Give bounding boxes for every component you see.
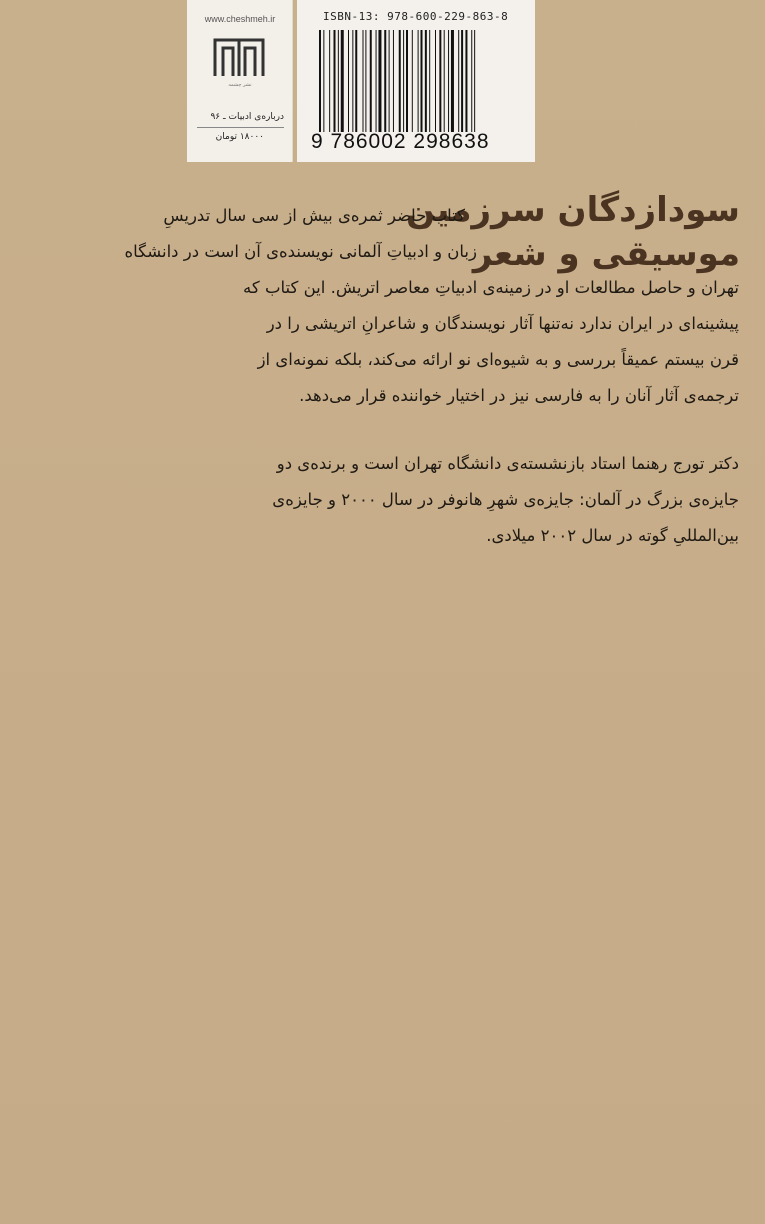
publisher-url: www.cheshmeh.ir xyxy=(204,14,276,24)
barcode-bar xyxy=(461,30,463,132)
divider xyxy=(197,127,284,128)
barcode-bar xyxy=(329,30,330,132)
barcode-bar xyxy=(341,30,344,132)
barcode-bar xyxy=(465,30,467,132)
barcode-bar xyxy=(458,30,459,132)
barcode-bar xyxy=(376,30,377,132)
barcode-bar xyxy=(418,30,419,132)
description-line: تهران و حاصل مطالعات او در زمینه‌ی ادبیاتِ معاصر اتریش. این کتاب که xyxy=(243,278,739,297)
book-title xyxy=(406,190,740,290)
price-label: ۱۸۰۰۰ تومان xyxy=(215,132,264,142)
barcode-bar xyxy=(406,30,408,132)
barcode-bar xyxy=(363,30,364,132)
barcode-bar xyxy=(412,30,413,132)
author-bio-line: بین‌المللیِ گوته در سال ۲۰۰۲ میلادی. xyxy=(486,526,739,545)
title-line-1: سودازدگان سرزمین xyxy=(406,190,740,230)
barcode-bar xyxy=(425,30,427,132)
publisher-box xyxy=(187,0,293,162)
barcode-bar xyxy=(448,30,449,132)
barcode-bar xyxy=(474,30,475,132)
barcode-bar xyxy=(348,30,349,132)
barcode-bar xyxy=(439,30,441,132)
barcode-bar xyxy=(352,30,353,132)
barcode-bar xyxy=(389,30,390,132)
barcode-digits: 9 786002 298638 xyxy=(311,130,490,153)
description-line: پیشینه‌ای در ایران ندارد نه‌تنها آثار نویسندگان و شاعرانِ اتریشی را در xyxy=(266,314,739,333)
author-bio-line: جایزه‌ی بزرگ در آلمان: جایزه‌ی شهرِ هانوفر در سال ۲۰۰۰ و جایزه‌ی xyxy=(272,490,739,509)
title-line-2: موسیقی و شعر xyxy=(472,234,740,274)
barcode-bar xyxy=(451,30,454,132)
author-bio-line: دکتر تورج رهنما استاد بازنشسته‌ی دانشگاه تهران است و برنده‌ی دو xyxy=(276,454,739,473)
series-label: درباره‌ی ادبیات ـ ۹۶ xyxy=(210,112,284,122)
barcode-bar xyxy=(435,30,436,132)
barcode-bar xyxy=(384,30,386,132)
isbn-label: ISBN-13: 978-600-229-863-8 xyxy=(323,10,509,23)
barcode-bar xyxy=(355,30,357,132)
barcode-bar xyxy=(338,30,339,132)
barcode-bar xyxy=(370,30,372,132)
barcode-bar xyxy=(323,30,324,132)
barcode-bar xyxy=(444,30,445,132)
barcode-bar xyxy=(429,30,430,132)
description-line: ترجمه‌ی آثار آنان را به فارسی نیز در اختیار خواننده قرار می‌دهد. xyxy=(299,386,739,405)
barcode-bar xyxy=(393,30,394,132)
barcode-image xyxy=(319,30,519,132)
barcode-bar xyxy=(378,30,381,132)
barcode-bar xyxy=(319,30,321,132)
barcode-bar xyxy=(471,30,472,132)
description-line: کتاب حاضر ثمره‌ی بیش از سی سال تدریسِ xyxy=(163,206,465,225)
barcode-bar xyxy=(399,30,401,132)
barcode-bar xyxy=(403,30,404,132)
barcode-bar xyxy=(421,30,423,132)
description-line: زبان و ادبیاتِ آلمانی نویسنده‌ی آن است در دانشگاه xyxy=(124,242,477,261)
barcode-bar xyxy=(334,30,336,132)
barcode-box xyxy=(297,0,535,162)
barcode-bar xyxy=(365,30,366,132)
description-line: قرن بیستم عمیقاً بررسی و به شیوه‌ای نو ارائه می‌کند، بلکه نمونه‌ای از xyxy=(257,350,739,369)
cheshmeh-logo-icon xyxy=(211,32,267,80)
publisher-name: نشر چشمه xyxy=(228,82,252,88)
